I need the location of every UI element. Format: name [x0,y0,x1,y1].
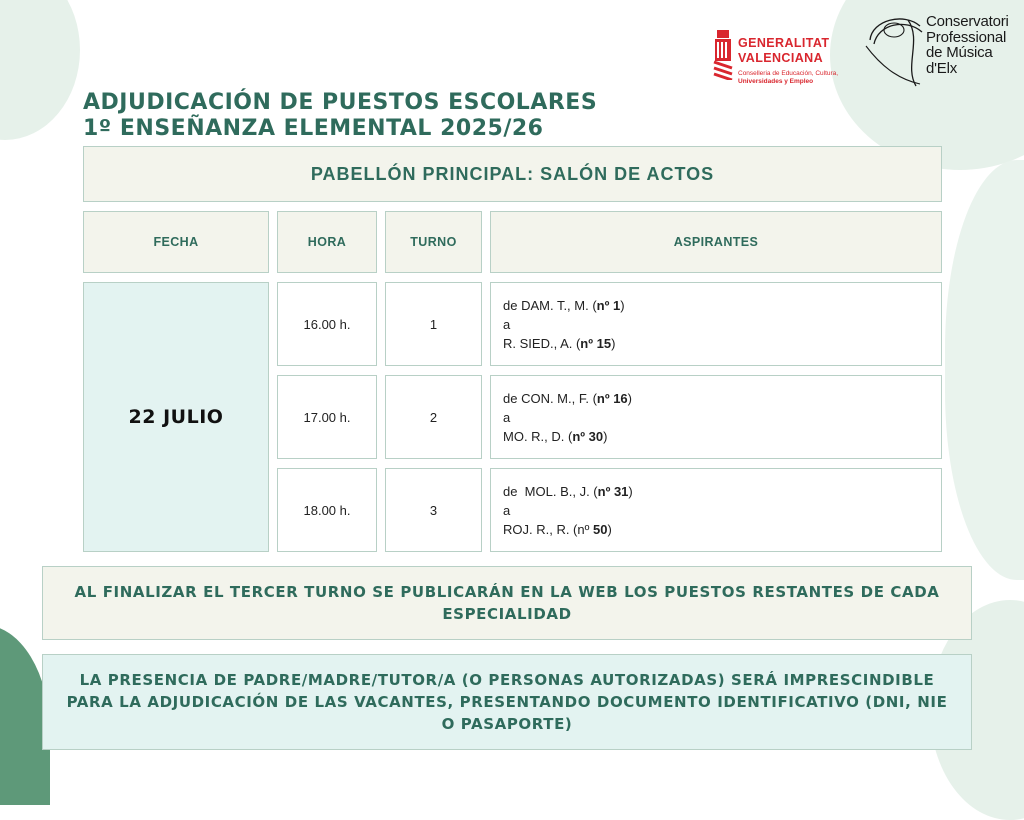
row-2-to-prefix: MO. R., D. ( [503,428,573,444]
row-1-turno [385,282,482,366]
venue-text: PABELLÓN PRINCIPAL: SALÓN DE ACTOS [310,163,715,184]
page-title [83,90,597,142]
row-3-to-suffix: ) [607,521,612,537]
date-text: 22 JULIO [128,406,224,428]
conservatori-emblem-icon [864,10,928,90]
row-2-from [503,389,632,408]
conservatori-line4: d'Elx [926,59,958,77]
presence-notice [42,654,972,750]
gva-sub-line2: Universidades y Empleo [738,78,814,85]
decor-blob-top-left [0,0,80,140]
row-1-from-prefix: de DAM. T., M. ( [503,297,597,313]
row-2-aspirantes [490,375,942,459]
row-3-aspirantes [490,468,942,552]
venue-banner [83,146,942,202]
header-turno [385,211,482,273]
header-aspirantes-label: ASPIRANTES [673,235,759,249]
gva-name-line2: VALENCIANA [738,51,824,65]
row-2-hora-text: 17.00 h. [303,409,351,425]
row-3-to [503,520,633,539]
presence-notice-text: LA PRESENCIA DE PADRE/MADRE/TUTOR/A (O PERSONAS AUTORIZADAS) SERÁ IMPRESCINDIBLE PARA LA ADJUDICACIÓN DE LAS VACANTES, PRESENTANDO DOCUMENTO IDENTIFICATIVO (DNI, NIE O PASAPORTE) [66,671,948,733]
row-3-to-word: a [503,502,511,518]
row-1-to [503,334,625,353]
row-1-to-num: nº 15 [580,335,612,351]
row-3-to-num: 50 [592,521,608,537]
row-2-to-num: nº 30 [572,428,604,444]
row-3-from [503,482,633,501]
row-3-from-suffix: ) [628,483,633,499]
gva-name-line1: GENERALITAT [738,36,830,50]
header-fecha-label: FECHA [153,235,199,249]
row-3-turno [385,468,482,552]
conservatori-logo [864,10,1014,92]
row-2-to-word: a [503,409,511,425]
header-turno-label: TURNO [410,235,457,249]
decor-blob-right [945,160,1024,580]
row-3-from-num: nº 31 [597,483,629,499]
row-3-to-prefix: ROJ. R., R. (nº [503,521,593,537]
row-1-from-suffix: ) [620,297,625,313]
row-2-hora [277,375,377,459]
row-1-hora-text: 16.00 h. [303,316,351,332]
row-2-from-num: nº 16 [596,390,628,406]
row-2-from-prefix: de CON. M., F. ( [503,390,597,406]
gva-logo [712,28,852,90]
row-1-hora [277,282,377,366]
row-3-hora-text: 18.00 h. [303,502,351,518]
row-2-turno-text: 2 [429,409,438,425]
row-1-to-suffix: ) [611,335,616,351]
publish-notice-text: AL FINALIZAR EL TERCER TURNO SE PUBLICARÁN EN LA WEB LOS PUESTOS RESTANTES DE CADA ESPECIALIDAD [74,583,940,623]
row-2-from-suffix: ) [627,390,633,406]
row-3-hora [277,468,377,552]
row-1-to-word: a [503,316,511,332]
header-hora [277,211,377,273]
row-1-aspirantes [490,282,942,366]
row-2-to-suffix: ) [603,428,608,444]
row-1-turno-text: 1 [429,316,438,332]
publish-notice [42,566,972,640]
header-hora-label: HORA [307,235,347,249]
date-cell [83,282,269,552]
gva-emblem-icon [712,28,734,80]
conservatori-line1: Conservatori [926,13,1009,30]
gva-sub-line1: Conselleria de Educación, Cultura, [738,70,839,77]
row-1-from-num: nº 1 [596,297,621,313]
page-title-line1: ADJUDICACIÓN DE PUESTOS ESCOLARES [83,90,598,115]
row-1-from [503,296,625,315]
row-2-turno [385,375,482,459]
row-1-to-prefix: R. SIED., A. ( [503,335,581,351]
row-3-turno-text: 3 [429,502,438,518]
header-aspirantes [490,211,942,273]
conservatori-line2: Professional [926,28,1007,46]
row-3-from-prefix: de MOL. B., J. ( [503,483,598,499]
conservatori-line3: de Música [926,44,993,61]
row-2-to [503,427,632,446]
page-title-line2: 1º ENSEÑANZA ELEMENTAL 2025/26 [83,116,544,141]
header-fecha [83,211,269,273]
